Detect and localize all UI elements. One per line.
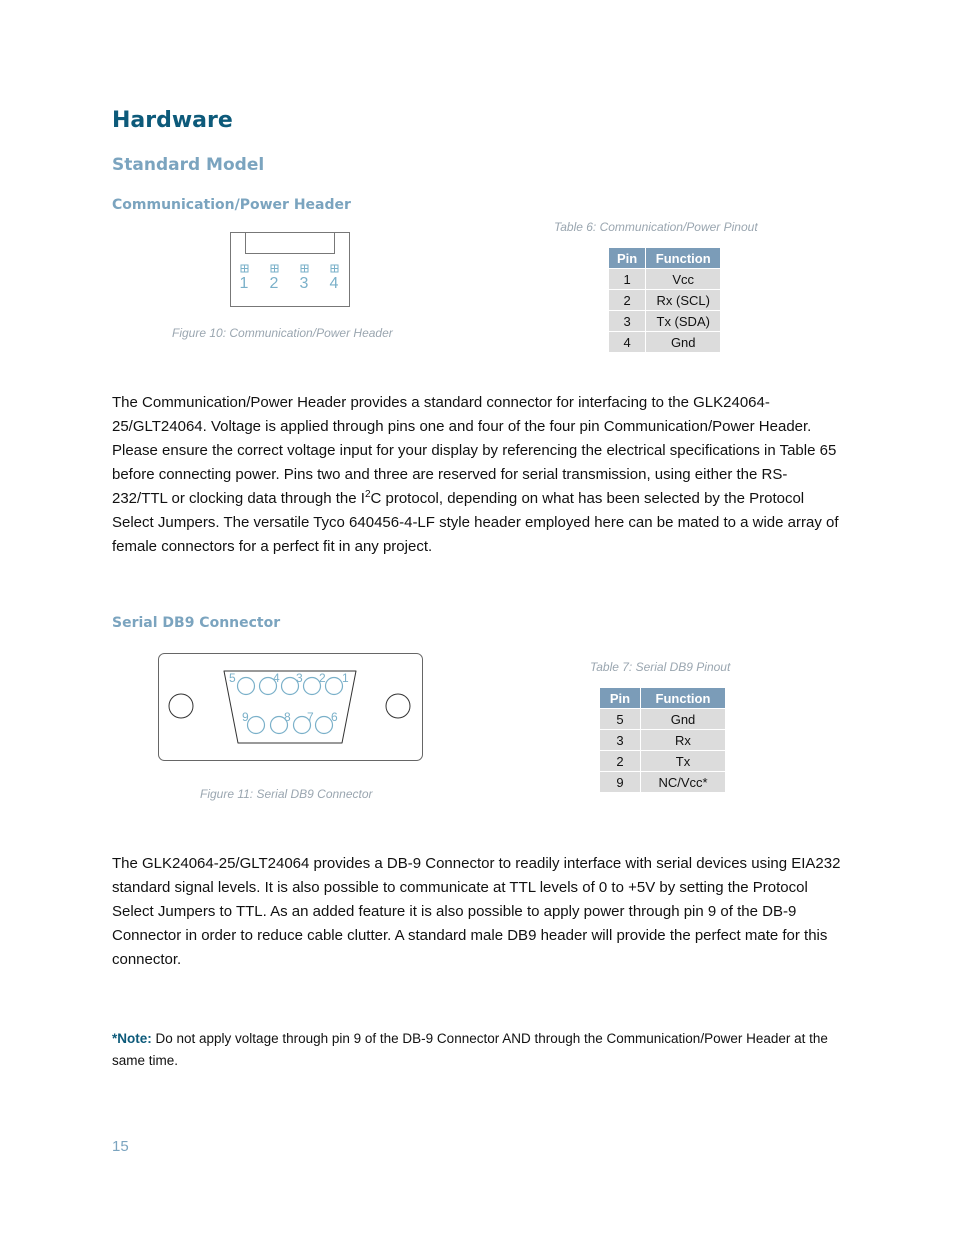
column-header: Function	[646, 248, 721, 269]
comm-text-part: The Communication/Power Header provides a standard connector for interfacing to the GLK24064-25/GLT24064. Voltage is applied through pins one and four of the four pin Communication/Power Header. Please ensure the correct voltage input for your display by referencing the electrical specifications in Table 65 before connecting power. Pins two and three are reserved for serial transmission, using either the RS-232/TTL or clocking data through the I	[112, 394, 837, 507]
db9-description-paragraph	[112, 852, 842, 972]
table-row	[609, 332, 721, 353]
db9-pin-label: 7	[307, 710, 314, 724]
db9-connector-figure	[156, 652, 426, 764]
table-row	[609, 311, 721, 332]
function-cell: Tx	[641, 751, 726, 772]
pin-cell: 5	[600, 709, 641, 730]
table-row	[600, 772, 726, 793]
db9-pin-label: 8	[284, 710, 291, 724]
pin-cell: 3	[600, 730, 641, 751]
column-header: Pin	[609, 248, 646, 269]
note-label: *Note:	[112, 1031, 152, 1046]
db9-pin-label: 3	[296, 671, 303, 685]
db9-paragraph-text: The GLK24064-25/GLT24064 provides a DB-9 Connector to readily interface with serial devices using EIA232 standard signal levels. It is also possible to communicate at TTL levels of 0 to +5V by setting the Protocol Select Jumpers to TTL. As an added feature it is also possible to apply power through pin 9 of the DB-9 Connector in order to reduce cable clutter. A standard male DB9 header will provide the perfect mate for this connector.	[112, 855, 841, 968]
header-pin-label: 4	[329, 275, 339, 292]
table-7-caption: Table 7: Serial DB9 Pinout	[590, 660, 731, 674]
table-row	[609, 269, 721, 290]
table-6-caption: Table 6: Communication/Power Pinout	[554, 220, 758, 234]
function-cell: Gnd	[646, 332, 721, 353]
table-row	[609, 290, 721, 311]
note-block	[112, 1028, 842, 1072]
pin-cell: 2	[600, 751, 641, 772]
pin-cell: 4	[609, 332, 646, 353]
column-header: Function	[641, 688, 726, 709]
pin-cell: 2	[609, 290, 646, 311]
figure-11-caption: Figure 11: Serial DB9 Connector	[200, 787, 373, 801]
function-cell: Rx (SCL)	[646, 290, 721, 311]
db9-pin-label: 9	[242, 710, 249, 724]
db9-pin-label: 4	[273, 671, 280, 685]
table-row	[600, 709, 726, 730]
function-cell: Vcc	[646, 269, 721, 290]
page-number: 15	[112, 1138, 129, 1155]
function-cell: Tx (SDA)	[646, 311, 721, 332]
db9-pinout-table	[599, 687, 726, 793]
table-row	[600, 730, 726, 751]
table-header-row	[609, 248, 721, 269]
function-cell: Gnd	[641, 709, 726, 730]
db9-pin-label: 1	[342, 671, 349, 685]
db9-pin-label: 6	[331, 710, 338, 724]
comm-text-part: C protocol, depending on what has been selected by the Protocol Select Jumpers. The versatile Tyco 640456-4-LF style header employed here can be mated to a wide array of female connectors for a perfect fit in any project.	[112, 490, 839, 555]
section-subheading: Standard Model	[112, 155, 265, 175]
pin-cell: 3	[609, 311, 646, 332]
db9-pin-label: 5	[229, 671, 236, 685]
comm-header-figure	[228, 230, 352, 310]
column-header: Pin	[600, 688, 641, 709]
comm-description-paragraph	[112, 391, 842, 559]
table-header-row	[600, 688, 726, 709]
header-pin-label: 2	[269, 275, 279, 292]
header-pin-label: 1	[239, 275, 249, 292]
note-text: Do not apply voltage through pin 9 of the DB-9 Connector AND through the Communication/Power Header at the same time.	[112, 1031, 828, 1068]
page-heading: Hardware	[112, 108, 233, 133]
function-cell: NC/Vcc*	[641, 772, 726, 793]
figure-10-caption: Figure 10: Communication/Power Header	[172, 326, 393, 340]
db9-section-title: Serial DB9 Connector	[112, 615, 281, 631]
pin-cell: 1	[609, 269, 646, 290]
function-cell: Rx	[641, 730, 726, 751]
table-row	[600, 751, 726, 772]
comm-pinout-table	[608, 247, 721, 353]
header-pin-label: 3	[299, 275, 309, 292]
pin-cell: 9	[600, 772, 641, 793]
db9-pin-label: 2	[319, 671, 326, 685]
superscript: 2	[364, 489, 371, 500]
comm-section-title: Communication/Power Header	[112, 197, 351, 213]
